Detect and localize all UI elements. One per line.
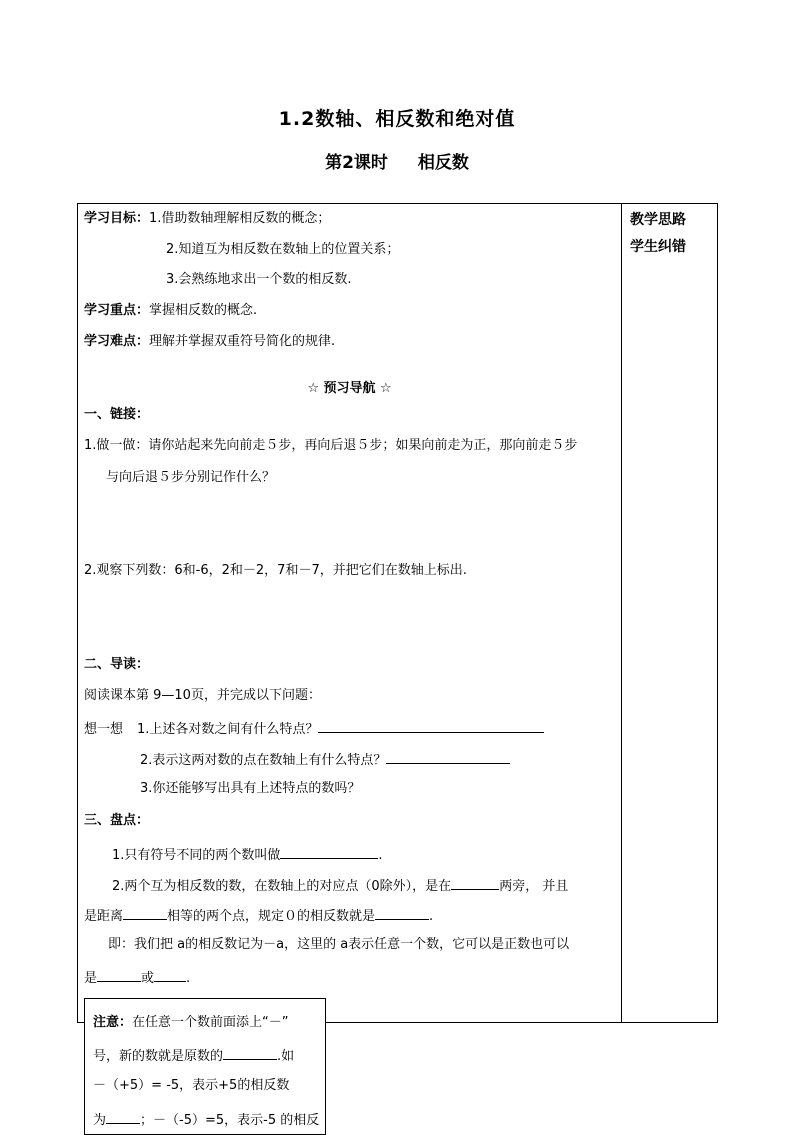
objectives-label: 学习目标： [84, 211, 150, 226]
section-3-p2-end: . [429, 909, 434, 924]
key-point-row [84, 302, 257, 320]
answer-blank[interactable] [318, 718, 544, 733]
answer-blank[interactable] [123, 905, 167, 920]
preview-heading: ☆ 预习导航 ☆ [307, 381, 392, 396]
answer-blank[interactable] [386, 749, 510, 764]
section-3-p2-text: 2.两个互为相反数的数，在数轴上的对应点（0除外），是在 [112, 879, 452, 894]
section-1-q1-line2: 与向后退５步分别记作什么？ [106, 470, 276, 485]
note-line-3: －（+5）= -5，表示+5的相反数 [93, 1078, 290, 1093]
section-2-q3: 3.你还能够写出具有上述特点的数吗？ [140, 781, 361, 796]
difficulty-row [84, 333, 335, 351]
answer-blank[interactable] [451, 875, 499, 890]
section-2-q2-row [140, 749, 510, 770]
section-3-p3-end: . [186, 971, 191, 986]
section-1-q1-line1: 1.做一做：请你站起来先向前走５步，再向后退５步；如果向前走为正，那向前走５步 [84, 438, 578, 453]
note-line-4 [93, 1109, 319, 1130]
section-3-p2-text-b: 两旁， 并且 [499, 879, 569, 894]
note-line-2 [93, 1045, 294, 1066]
note-text-2b: .如 [277, 1049, 295, 1064]
note-line-1 [93, 1014, 289, 1032]
lesson-subtitle [0, 148, 794, 173]
section-2-q1-row [84, 718, 544, 739]
objective-2: 2.知道互为相反数在数轴上的位置关系； [166, 242, 400, 257]
section-1-heading: 一、链接： [84, 407, 150, 422]
note-text-4: 为 [93, 1113, 107, 1128]
column-divider [621, 204, 622, 1022]
lesson-number: 第2课时 [325, 153, 388, 173]
side-label-teaching: 教学思路 [630, 212, 686, 228]
difficulty-label: 学习难点： [84, 334, 150, 349]
section-3-p3-cont [84, 967, 190, 988]
section-2-heading: 二、导读： [84, 657, 150, 672]
page-title: 1.2数轴、相反数和绝对值 [278, 108, 516, 130]
section-3-p2-cont [84, 905, 433, 926]
key-point-text: 掌握相反数的概念. [149, 303, 258, 318]
section-3-p3-text-b: 或 [141, 971, 155, 986]
note-box [84, 998, 326, 1135]
section-3-heading: 三、盘点： [84, 813, 150, 828]
answer-blank[interactable] [223, 1045, 277, 1060]
side-label-correction: 学生纠错 [630, 239, 686, 255]
note-text-2: 号，新的数就是原数的 [93, 1049, 224, 1064]
objective-1: 1.借助数轴理解相反数的概念； [149, 211, 331, 226]
section-3-p2-text-d: 相等的两个点，规定０的相反数就是 [167, 909, 376, 924]
lesson-table [77, 203, 718, 1023]
answer-blank[interactable] [106, 1109, 140, 1124]
think-label: 想一想 [84, 722, 124, 737]
section-3-p1 [112, 844, 383, 865]
section-3-p2 [112, 875, 568, 896]
section-3-p3: 即：我们把 a的相反数记为－a，这里的 a表示任意一个数，它可以是正数也可以 [108, 937, 570, 952]
section-2-q2: 2.表示这两对数的点在数轴上有什么特点？ [140, 753, 387, 768]
answer-blank[interactable] [280, 844, 378, 859]
key-point-label: 学习重点： [84, 303, 150, 318]
section-3-p1-end: . [378, 848, 383, 863]
section-2-intro: 阅读课本第 9—10页，并完成以下问题： [84, 688, 321, 703]
answer-blank[interactable] [97, 967, 141, 982]
answer-blank[interactable] [375, 905, 429, 920]
objectives-row [84, 210, 330, 228]
answer-blank[interactable] [154, 967, 186, 982]
section-3-p3-text-a: 是 [84, 971, 98, 986]
difficulty-text: 理解并掌握双重符号简化的规律. [149, 334, 336, 349]
note-label: 注意： [93, 1015, 133, 1030]
section-3-p1-text: 1.只有符号不同的两个数叫做 [112, 848, 281, 863]
note-text-1: 在任意一个数前面添上“－” [132, 1015, 289, 1030]
section-3-p2-text-c: 是距离 [84, 909, 124, 924]
lesson-topic: 相反数 [417, 153, 469, 173]
section-1-q2: 2.观察下列数：6和-6，2和－2，7和－7，并把它们在数轴上标出. [84, 563, 467, 578]
objective-3: 3.会熟练地求出一个数的相反数. [166, 272, 352, 287]
section-2-q1: 1.上述各对数之间有什么特点？ [137, 722, 319, 737]
note-text-4b: ；－（-5）=5，表示-5 的相反 [140, 1113, 320, 1128]
